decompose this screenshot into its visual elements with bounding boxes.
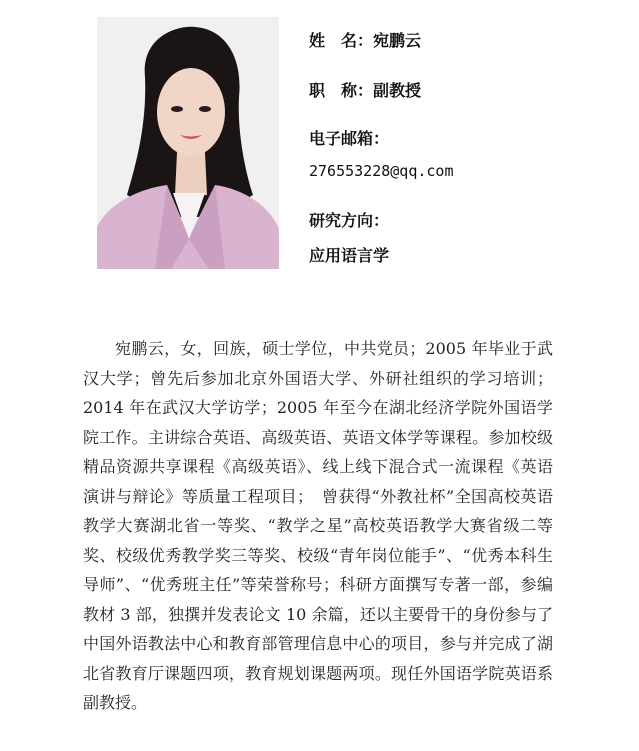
name-label: 姓 名： xyxy=(309,31,374,50)
title-row xyxy=(309,78,421,101)
name-row xyxy=(309,28,421,51)
name-value: 宛鹏云 xyxy=(373,31,422,50)
email-label: 电子邮箱： xyxy=(309,129,390,148)
profile-photo xyxy=(97,17,279,269)
title-label: 职 称： xyxy=(309,81,374,100)
research-value: 应用语言学 xyxy=(309,246,390,265)
research-label: 研究方向： xyxy=(309,211,390,230)
bio-paragraph: 宛鹏云，女，回族，硕士学位，中共党员；2005 年毕业于武汉大学；曾先后参加北京外国语大学、外研社组织的学习培训；2014 年在武汉大学访学；2005 年至今在湖北经济学院外国语学院工作。主讲综合英语、高级英语、英语文体学等课程。参加校级精品资源共享课程《高级英语》、线上线下混合式一流课程《英语演讲与辩论》等质量工程项目； 曾获得“外教社杯”全国高校英语教学大赛湖北省一等奖、“教学之星”高校英语教学大赛省级二等奖、校级优秀教学奖三等奖、校级“青年岗位能手”、“优秀本科生导师”、“优秀班主任”等荣誉称号；科研方面撰写专著一部，参编教材 3 部，独撰并发表论文 10 余篇，还以主要骨干的身份参与了中国外语教法中心和教育部管理信息中心的项目，参与并完成了湖北省教育厅课题四项，教育规划课题两项。现任外国语学院英语系副教授。 xyxy=(83,339,553,712)
title-value: 副教授 xyxy=(373,81,422,100)
email-value: 276553228@qq.com xyxy=(309,162,454,180)
